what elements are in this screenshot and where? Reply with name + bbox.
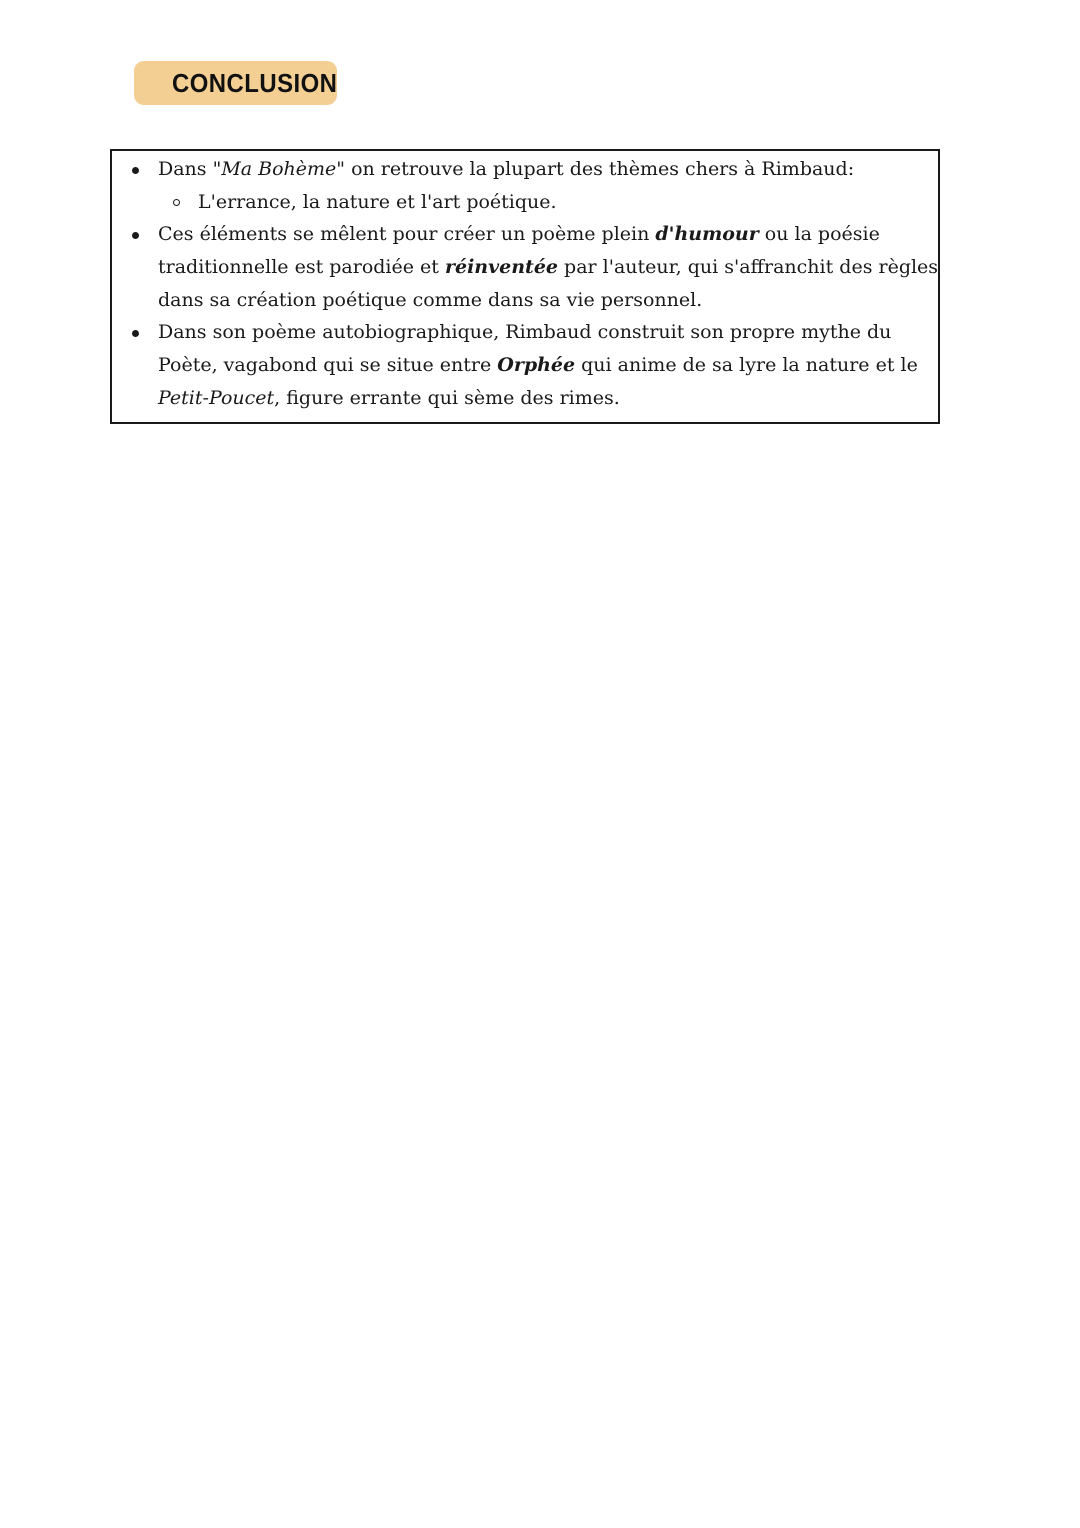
bullet-2-line-2: traditionnelle est parodiée et réinventée par l'auteur, qui s'affranchit des règles xyxy=(158,256,939,278)
bullet-3-line-1: Dans son poème autobiographique, Rimbaud construit son propre mythe du xyxy=(158,321,892,343)
bullet-icon xyxy=(132,167,139,174)
bullet-3-line-3: Petit-Poucet, figure errante qui sème des rimes. xyxy=(158,387,620,409)
conclusion-box xyxy=(110,149,940,424)
bullet-icon xyxy=(132,232,139,239)
bullet-2-line-3: dans sa création poétique comme dans sa vie personnel. xyxy=(158,289,703,311)
bullet-icon xyxy=(132,330,139,337)
section-title: CONCLUSION xyxy=(172,67,338,98)
bullet-2-line-1: Ces éléments se mêlent pour créer un poème plein d'humour ou la poésie xyxy=(158,223,880,245)
bullet-1-subitem: L'errance, la nature et l'art poétique. xyxy=(198,191,557,213)
section-heading-conclusion xyxy=(134,61,337,105)
bullet-3-line-2: Poète, vagabond qui se situe entre Orphée qui anime de sa lyre la nature et le xyxy=(158,354,918,376)
sub-bullet-icon xyxy=(173,199,180,206)
bullet-1-text: Dans "Ma Bohème" on retrouve la plupart des thèmes chers à Rimbaud: xyxy=(158,158,855,180)
